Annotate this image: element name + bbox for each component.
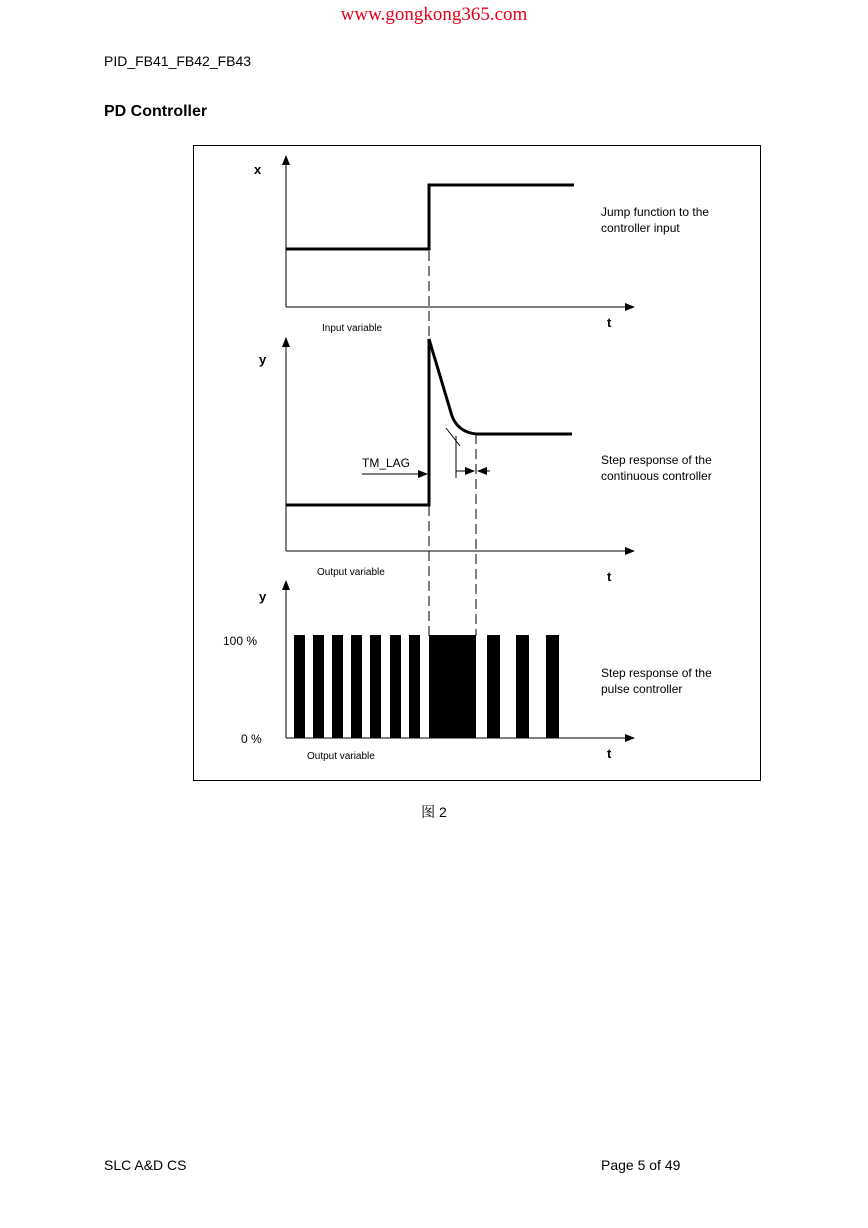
pulse-bar bbox=[294, 635, 305, 738]
t-axis-label-3: t bbox=[607, 746, 612, 761]
pulse-bar bbox=[370, 635, 381, 738]
pulse-bar bbox=[409, 635, 420, 738]
pulse-bar-solid bbox=[429, 635, 476, 738]
footer-organization: SLC A&D CS bbox=[104, 1157, 187, 1173]
t-axis-label-2: t bbox=[607, 569, 612, 584]
continuous-step-response bbox=[286, 339, 572, 505]
figure-caption: 图 2 bbox=[421, 804, 447, 820]
pulse-train bbox=[294, 635, 559, 738]
input-variable-label: Input variable bbox=[322, 323, 383, 334]
footer-page-number: Page 5 of 49 bbox=[601, 1157, 681, 1173]
jump-description-line2: controller input bbox=[601, 221, 680, 235]
pulse-bar bbox=[332, 635, 343, 738]
y-axis-label-1: y bbox=[259, 352, 267, 367]
tm-lag-label: TM_LAG bbox=[362, 456, 411, 470]
pulse-description-line2: pulse controller bbox=[601, 682, 683, 696]
section-title: PD Controller bbox=[104, 103, 208, 120]
jump-description-line1: Jump function to the bbox=[601, 205, 710, 219]
output-variable-label-2: Output variable bbox=[307, 751, 375, 762]
watermark-link[interactable]: www.gongkong365.com bbox=[340, 4, 528, 25]
pulse-bar bbox=[390, 635, 401, 738]
pulse-description-line1: Step response of the bbox=[601, 666, 712, 680]
t-axis-label-1: t bbox=[607, 315, 612, 330]
pd-controller-diagram bbox=[194, 146, 762, 782]
pulse-bar bbox=[546, 635, 559, 738]
pd-controller-figure bbox=[193, 145, 761, 781]
continuous-description-line2: continuous controller bbox=[601, 469, 712, 483]
x-axis-label: x bbox=[254, 162, 262, 177]
continuous-description-line1: Step response of the bbox=[601, 453, 712, 467]
percent-0-label: 0 % bbox=[241, 732, 262, 746]
percent-100-label: 100 % bbox=[223, 634, 258, 648]
pulse-bar bbox=[487, 635, 500, 738]
tangent-line bbox=[446, 428, 460, 446]
output-variable-label-1: Output variable bbox=[317, 567, 385, 578]
pulse-bar bbox=[516, 635, 529, 738]
pulse-bar bbox=[351, 635, 362, 738]
document-id: PID_FB41_FB42_FB43 bbox=[104, 53, 252, 69]
jump-function-curve bbox=[286, 185, 574, 249]
pulse-bar bbox=[313, 635, 324, 738]
y-axis-label-2: y bbox=[259, 589, 267, 604]
